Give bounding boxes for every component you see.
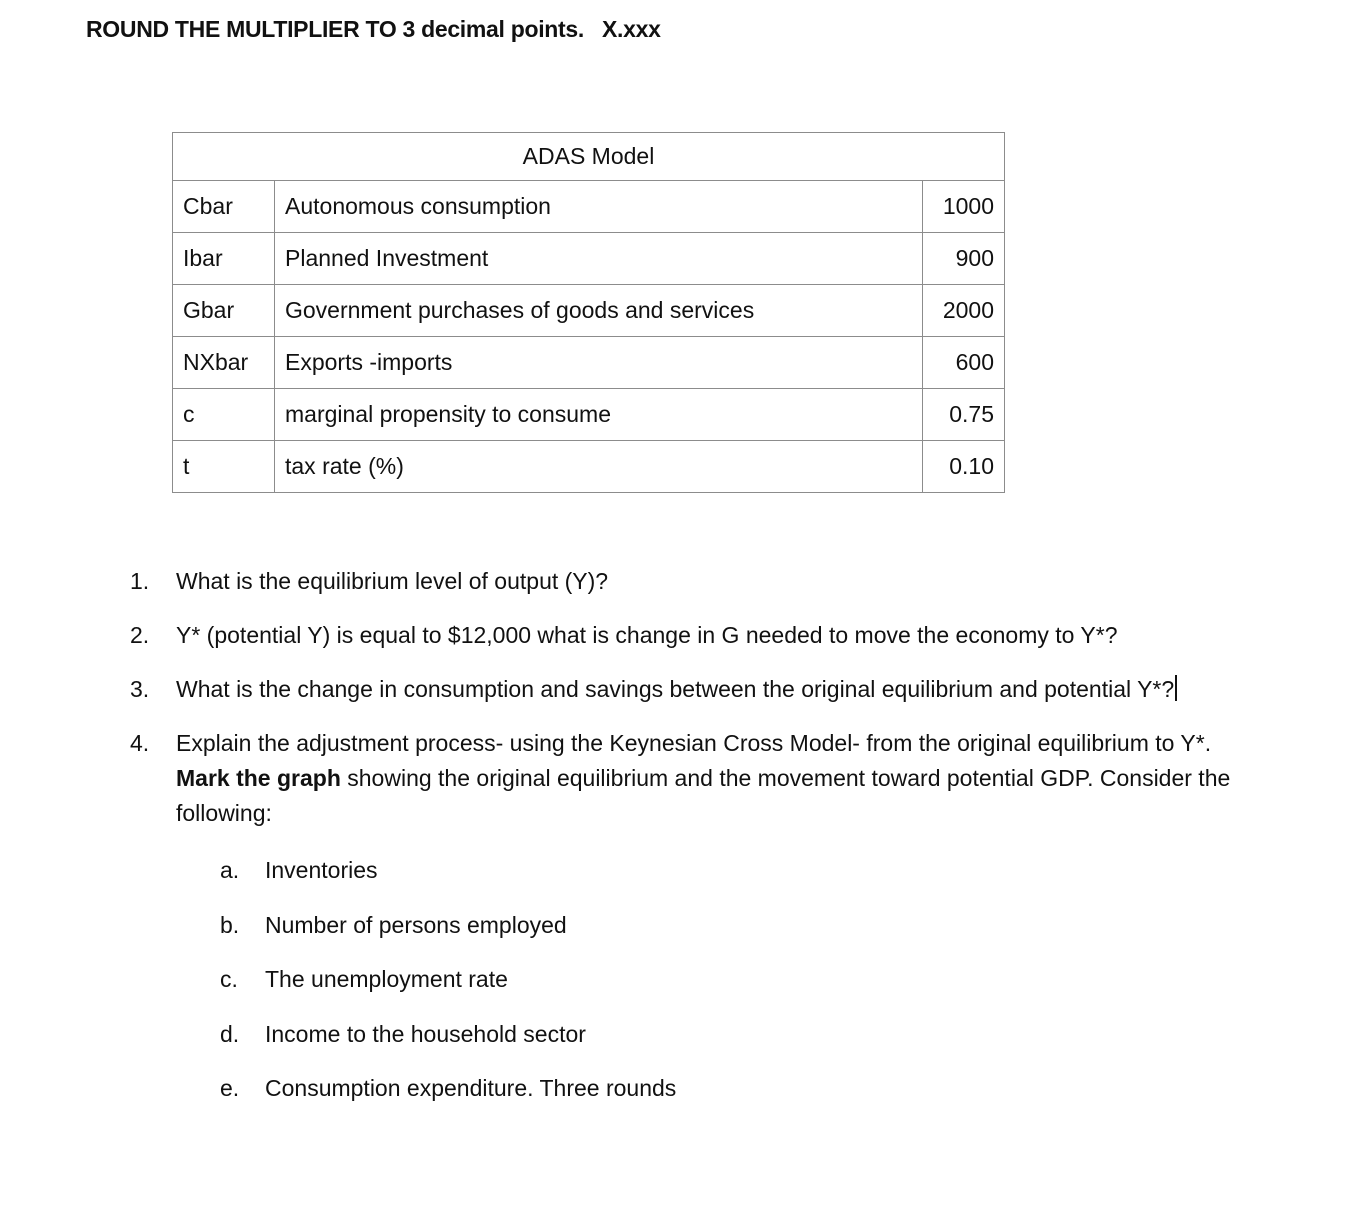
- question-text-editable[interactable]: [176, 672, 1250, 707]
- row-description: Government purchases of goods and services: [275, 285, 923, 337]
- question-number: 2.: [130, 622, 150, 648]
- row-symbol: c: [173, 389, 275, 441]
- question-text: What is the change in consumption and savings between the original equilibrium and potential Y*?: [176, 676, 1175, 702]
- row-description: Exports -imports: [275, 337, 923, 389]
- row-symbol: Gbar: [173, 285, 275, 337]
- list-item: [220, 853, 1250, 888]
- question-list: [130, 564, 1250, 1126]
- subitem-letter: b.: [220, 911, 240, 938]
- subitem-text: Inventories: [265, 857, 378, 883]
- question-item: [130, 726, 1250, 831]
- list-item: [220, 1017, 1250, 1052]
- list-item: [220, 1071, 1250, 1106]
- row-value: 1000: [923, 181, 1005, 233]
- row-description: tax rate (%): [275, 441, 923, 493]
- table-title-row: [173, 133, 1005, 181]
- question-text: What is the equilibrium level of output (Y)?: [176, 568, 609, 594]
- subitem-letter: e.: [220, 1075, 240, 1101]
- question-text: Y* (potential Y) is equal to $12,000 what is change in G needed to move the economy to Y*?: [176, 622, 1118, 648]
- question-text-part: Explain the adjustment process- using the Keynesian Cross Model- from the original equilibrium to Y*.: [176, 730, 1212, 756]
- text-cursor: [1175, 675, 1177, 701]
- question-item: [130, 618, 1250, 653]
- table-row: [173, 441, 1005, 493]
- subitem-list: [220, 853, 1250, 1106]
- row-symbol: NXbar: [173, 337, 275, 389]
- question-item: [130, 672, 1250, 707]
- table-row: [173, 181, 1005, 233]
- list-item: [220, 908, 1250, 943]
- question-text-bold: Mark the graph: [176, 765, 341, 791]
- subitem-text: Income to the household sector: [265, 1020, 586, 1047]
- row-value: 0.75: [923, 389, 1005, 441]
- question-number: 3.: [130, 676, 150, 702]
- question-item: [130, 564, 1250, 599]
- table-row: [173, 233, 1005, 285]
- table-row: [173, 285, 1005, 337]
- subitem-text: Consumption expenditure. Three rounds: [265, 1075, 677, 1101]
- question-text: [176, 726, 1250, 831]
- subitem-text: The unemployment rate: [265, 966, 508, 992]
- table-title: ADAS Model: [173, 133, 1005, 181]
- table-row: [173, 337, 1005, 389]
- row-description: Planned Investment: [275, 233, 923, 285]
- heading-instruction: ROUND THE MULTIPLIER TO 3 decimal points.: [86, 16, 585, 42]
- question-number: 4.: [130, 730, 150, 756]
- row-value: 900: [923, 233, 1005, 285]
- heading-format: X.xxx: [602, 16, 661, 42]
- subitem-letter: c.: [220, 966, 238, 992]
- adas-model-table: [172, 132, 1005, 493]
- table-row: [173, 389, 1005, 441]
- list-item: [220, 962, 1250, 997]
- row-symbol: Cbar: [173, 181, 275, 233]
- row-symbol: Ibar: [173, 233, 275, 285]
- subitem-text: Number of persons employed: [265, 911, 567, 938]
- row-value: 2000: [923, 285, 1005, 337]
- row-description: Autonomous consumption: [275, 181, 923, 233]
- subitem-letter: a.: [220, 857, 240, 883]
- row-description: marginal propensity to consume: [275, 389, 923, 441]
- question-number: 1.: [130, 568, 150, 594]
- row-symbol: t: [173, 441, 275, 493]
- row-value: 600: [923, 337, 1005, 389]
- row-value: 0.10: [923, 441, 1005, 493]
- subitem-letter: d.: [220, 1020, 240, 1047]
- page-heading: [86, 16, 661, 43]
- question-text-part: showing the original equilibrium and the movement toward potential GDP. Consider the following:: [176, 765, 1231, 826]
